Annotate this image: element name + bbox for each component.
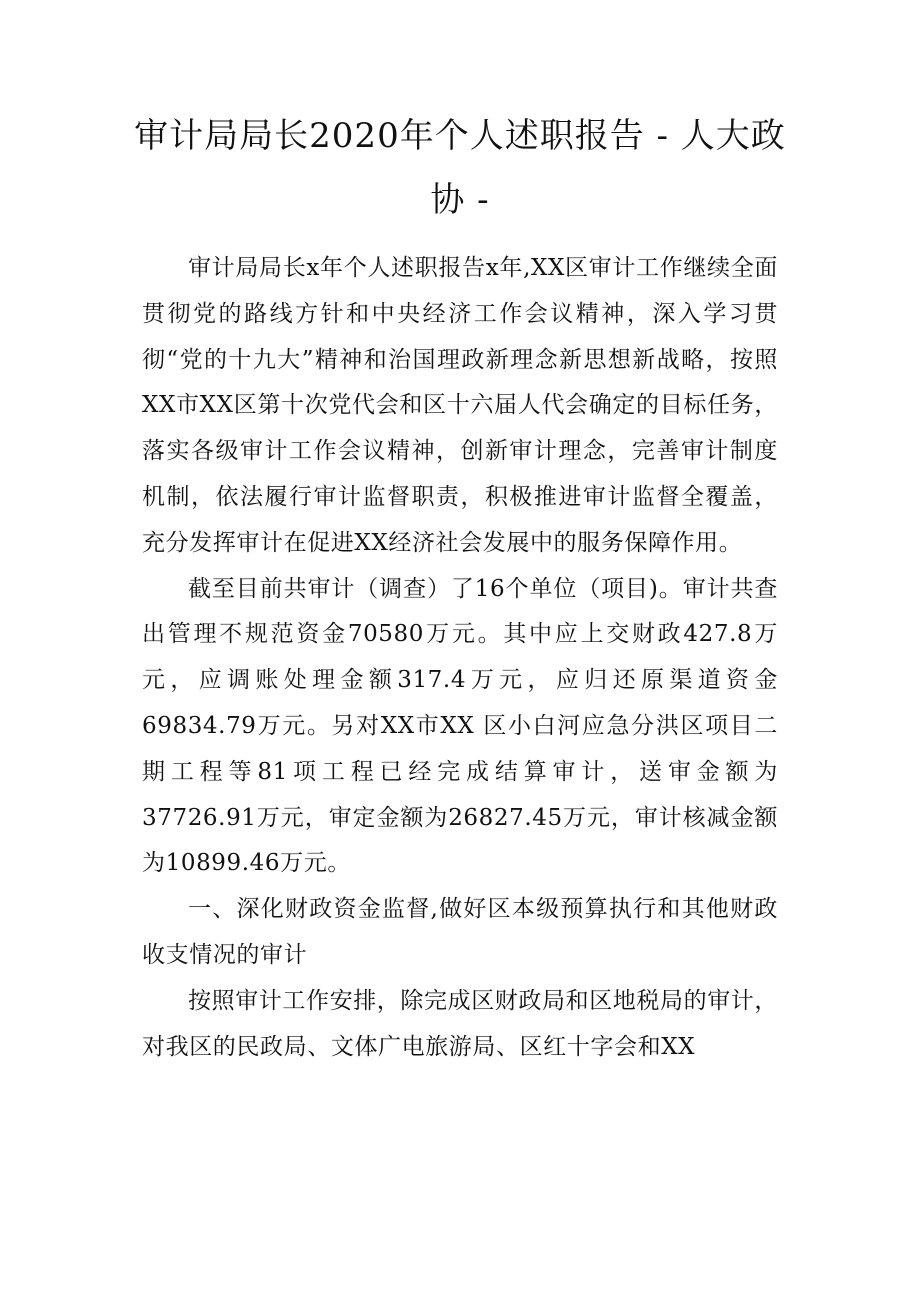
paragraph-audit-summary: 截至目前共审计（调查）了16个单位（项目)。审计共查出管理不规范资金70580万元。其中应上交财政427.8万元，应调账处理金额317.4万元，应归还原渠道资金69834.79万元。另对XX市XX 区小白河应急分洪区项目二期工程等81项工程已经完成结算审计，送审金额为37726.91万元，审定金额为26827.45万元，审计核减金额为10899.46万元。 — [142, 575, 778, 877]
paragraph-section-1: 按照审计工作安排，除完成区财政局和区地税局的审计，对我区的民政局、文体广电旅游局、区红十字会和XX — [142, 987, 778, 1060]
document-body — [142, 246, 778, 1070]
section-heading-1: 一、深化财政资金监督,做好区本级预算执行和其他财政收支情况的审计 — [142, 896, 778, 968]
document-title: 审计局局长2020年个人述职报告 - 人大政协 - — [134, 116, 786, 220]
paragraph-intro: 审计局局长x年个人述职报告x年,XX区审计工作继续全面贯彻党的路线方针和中央经济工作会议精神，深入学习贯彻“党的十九大”精神和治国理政新理念新思想新战略，按照XX市XX区第十次党代会和区十六届人代会确定的目标任务，落实各级审计工作会议精神，创新审计理念，完善审计制度机制，依法履行审计监督职责，积极推进审计监督全覆盖，充分发挥审计在促进XX经济社会发展中的服务保障作用。 — [142, 255, 778, 556]
